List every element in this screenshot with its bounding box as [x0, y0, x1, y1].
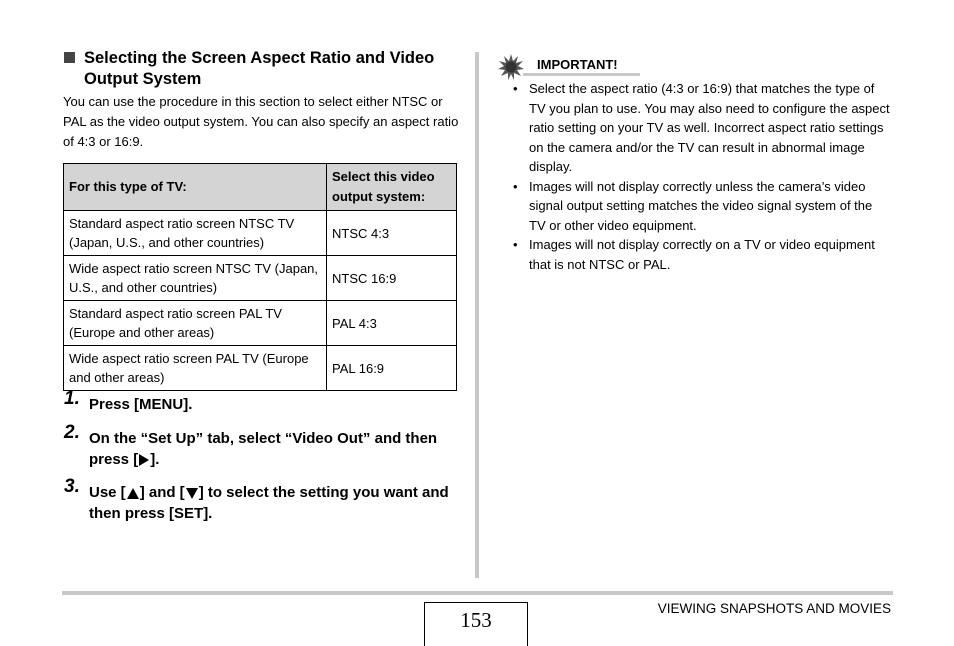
up-arrow-icon — [127, 488, 139, 499]
down-arrow-icon — [186, 488, 198, 499]
table-cell-output-system: NTSC 16:9 — [327, 256, 457, 301]
table-cell-tv-type: Wide aspect ratio screen NTSC TV (Japan, U.S., and other countries) — [64, 256, 327, 301]
table-row — [64, 301, 457, 346]
table-cell-output-system: NTSC 4:3 — [327, 211, 457, 256]
list-item: • Images will not display correctly on a TV or video equipment that is not NTSC or PAL. — [510, 235, 892, 274]
step-text — [64, 482, 464, 524]
step-number: 2. — [64, 422, 80, 443]
table-cell-output-system: PAL 16:9 — [327, 346, 457, 391]
table-cell-tv-type: Standard aspect ratio screen PAL TV (Europe and other areas) — [64, 301, 327, 346]
important-underline — [523, 73, 640, 76]
step-3 — [64, 476, 464, 524]
table-header-row — [64, 164, 457, 211]
intro-paragraph: You can use the procedure in this section to select either NTSC or PAL as the video output system. You can also specify an aspect ratio of 4:3 or 16:9. — [63, 94, 459, 149]
list-item: • Images will not display correctly unless the camera’s video signal output setting matches the video signal system of the TV or other video equipment. — [510, 177, 892, 236]
table-header-output-system: Select this video output system: — [327, 164, 457, 211]
table-row — [64, 256, 457, 301]
table-cell-tv-type: Standard aspect ratio screen NTSC TV (Japan, U.S., and other countries) — [64, 211, 327, 256]
step-text — [64, 428, 464, 470]
section-heading — [64, 48, 464, 90]
step-text-part: Use [ — [89, 484, 126, 501]
important-list — [510, 79, 892, 274]
table-cell-tv-type: Wide aspect ratio screen PAL TV (Europe and other areas) — [64, 346, 327, 391]
step-number: 1. — [64, 388, 80, 409]
list-item: • Select the aspect ratio (4:3 or 16:9) that matches the type of TV you plan to use. You may also need to configure the aspect ratio setting on your TV as well. Incorrect aspect ratio settings on the camera and/or the TV can result in abnormal image display. — [510, 79, 892, 177]
step-number: 3. — [64, 476, 80, 497]
footer-section-title: VIEWING SNAPSHOTS AND MOVIES — [657, 601, 891, 616]
table-row — [64, 346, 457, 391]
step-text-part: On the “Set Up” tab, select “Video Out” and then press [ — [89, 430, 438, 468]
step-1 — [64, 388, 464, 415]
section-heading-text: Selecting the Screen Aspect Ratio and Video Output System — [84, 49, 435, 88]
step-2 — [64, 422, 464, 470]
important-title: IMPORTANT! — [537, 57, 618, 72]
step-text-part: ]. — [150, 451, 160, 468]
column-divider — [475, 52, 479, 578]
table-cell-output-system: PAL 4:3 — [327, 301, 457, 346]
step-text-part: ] to select the setting you want and then press [SET]. — [89, 484, 449, 522]
square-bullet-icon — [64, 52, 75, 63]
starburst-icon — [498, 54, 524, 80]
table-header-tv-type: For this type of TV: — [64, 164, 327, 211]
footer-rule — [62, 591, 893, 595]
step-text: Press [MENU]. — [89, 396, 193, 413]
table-row — [64, 211, 457, 256]
page-number: 153 — [460, 608, 492, 632]
tv-type-table — [63, 163, 457, 391]
right-arrow-icon — [139, 454, 149, 466]
step-text-part: ] and [ — [139, 484, 185, 501]
